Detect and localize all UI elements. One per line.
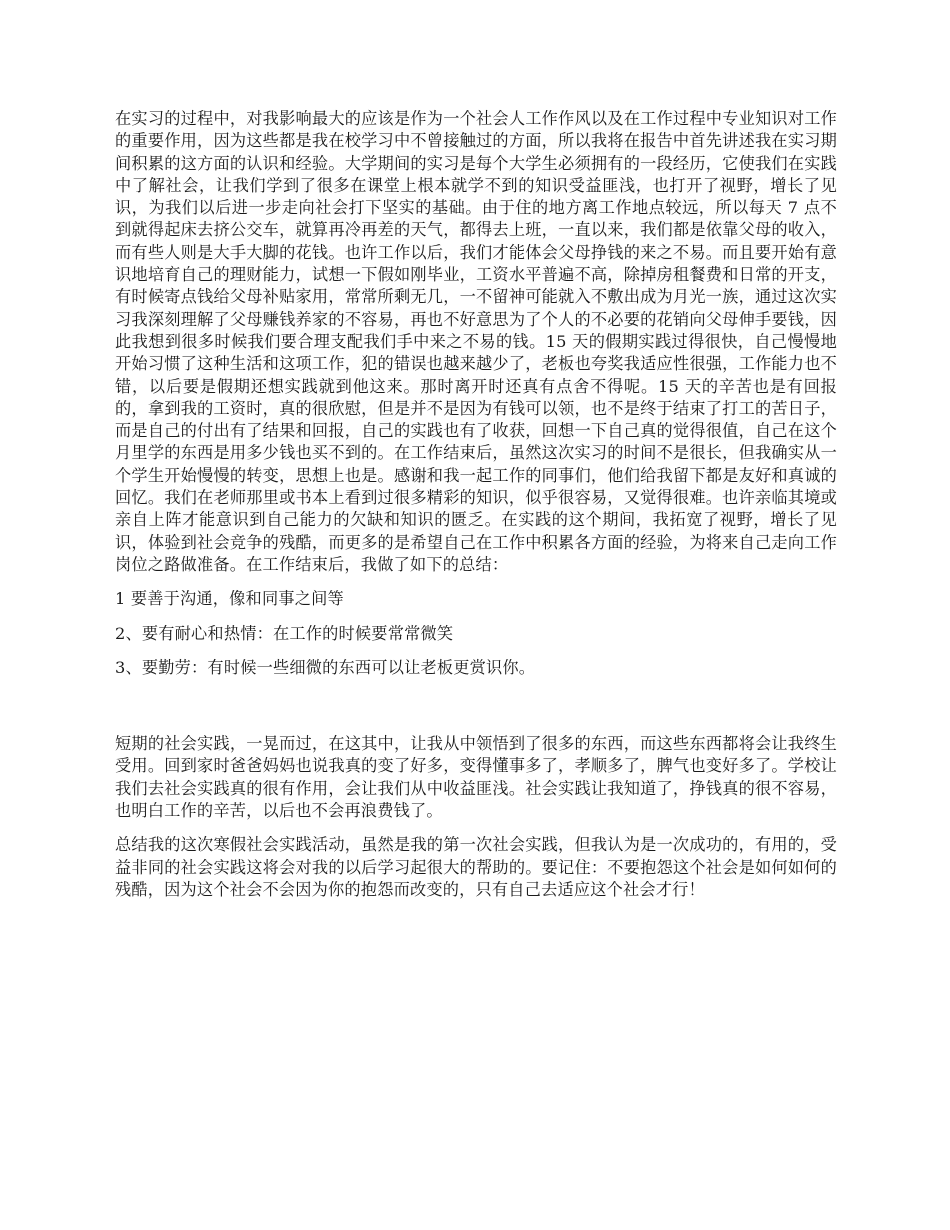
- summary-item-1: 1 要善于沟通，像和同事之间等: [115, 589, 344, 609]
- section-spacer: [115, 679, 837, 719]
- closing-paragraph-1: 短期的社会实践，一晃而过，在这其中，让我从中领悟到了很多的东西，而这些东西都将会让我终生受用。回到家时爸爸妈妈也说我真的变了好多，变得懂事多了，孝顺多了，脾气也变好多了。学校让我们去社会实践真的很有作用，会让我们从中收益匪浅。社会实践让我知道了，挣钱真的很不容易，也明白工作的辛苦，以后也不会再浪费钱了。: [115, 734, 837, 821]
- summary-item-3: 3、要勤劳：有时候一些细微的东西可以让老板更赏识你。: [115, 657, 536, 677]
- closing-paragraph-2: 总结我的这次寒假社会实践活动，虽然是我的第一次社会实践，但我认为是一次成功的，有用的，受益非同的社会实践这将会对我的以后学习起很大的帮助的。要记住：不要抱怨这个社会是如何如何的残酷，因为这个社会不会因为你的抱怨而改变的，只有自己去适应这个社会才行！: [115, 835, 837, 899]
- intro-paragraph: 在实习的过程中，对我影响最大的应该是作为一个社会人工作作风以及在工作过程中专业知识对工作的重要作用，因为这些都是我在校学习中不曾接触过的方面，所以我将在报告中首先讲述我在实习期间积累的这方面的认识和经验。大学期间的实习是每个大学生必须拥有的一段经历，它使我们在实践中了解社会，让我们学到了很多在课堂上根本就学不到的知识受益匪浅，也打开了视野，增长了见识，为我们以后进一步走向社会打下坚实的基础。由于住的地方离工作地点较远，所以每天 7 点不到就得起床去挤公交车，就算再冷再差的天气，都得去上班，一直以来，我们都是依靠父母的收入，而有些人则是大手大脚的花钱。也许工作以后，我们才能体会父母挣钱的来之不易。而且要开始有意识地培育自己的理财能力，试想一下假如刚毕业，工资水平普遍不高，除掉房租餐费和日常的开支，有时候寄点钱给父母补贴家用，常常所剩无几，一不留神可能就入不敷出成为月光一族，通过这次实习我深刻理解了父母赚钱养家的不容易，再也不好意思为了个人的不必要的花销向父母伸手要钱，因此我想到很多时候我们要合理支配我们手中来之不易的钱。15 天的假期实践过得很快，自己慢慢地开始习惯了这种生活和这项工作，犯的错误也越来越少了，老板也夸奖我适应性很强，工作能力也不错，以后要是假期还想实践就到他这来。那时离开时还真有点舍不得呢。15 天的辛苦也是有回报的，拿到我的工资时，真的很欣慰，但是并不是因为有钱可以领，也不是终于结束了打工的苦日子，而是自己的付出有了结果和回报，自己的实践也有了收获，回想一下自己真的觉得很值，自己在这个月里学的东西是用多少钱也买不到的。在工作结束后，虽然这次实习的时间不是很长，但我确实从一个学生开始慢慢的转变，思想上也是。感谢和我一起工作的同事们，他们给我留下都是友好和真诚的回忆。我们在老师那里或书本上看到过很多精彩的知识，似乎很容易，又觉得很难。也许亲临其境或亲自上阵才能意识到自己能力的欠缺和知识的匮乏。在实践的这个期间，我拓宽了视野，增长了见识，体验到社会竞争的残酷，而更多的是希望自己在工作中积累各方面的经验，为将来自己走向工作岗位之路做准备。在工作结束后，我做了如下的总结：: [115, 109, 837, 574]
- summary-item-2: 2、要有耐心和热情：在工作的时候要常常微笑: [115, 623, 454, 643]
- document-body: [115, 108, 837, 901]
